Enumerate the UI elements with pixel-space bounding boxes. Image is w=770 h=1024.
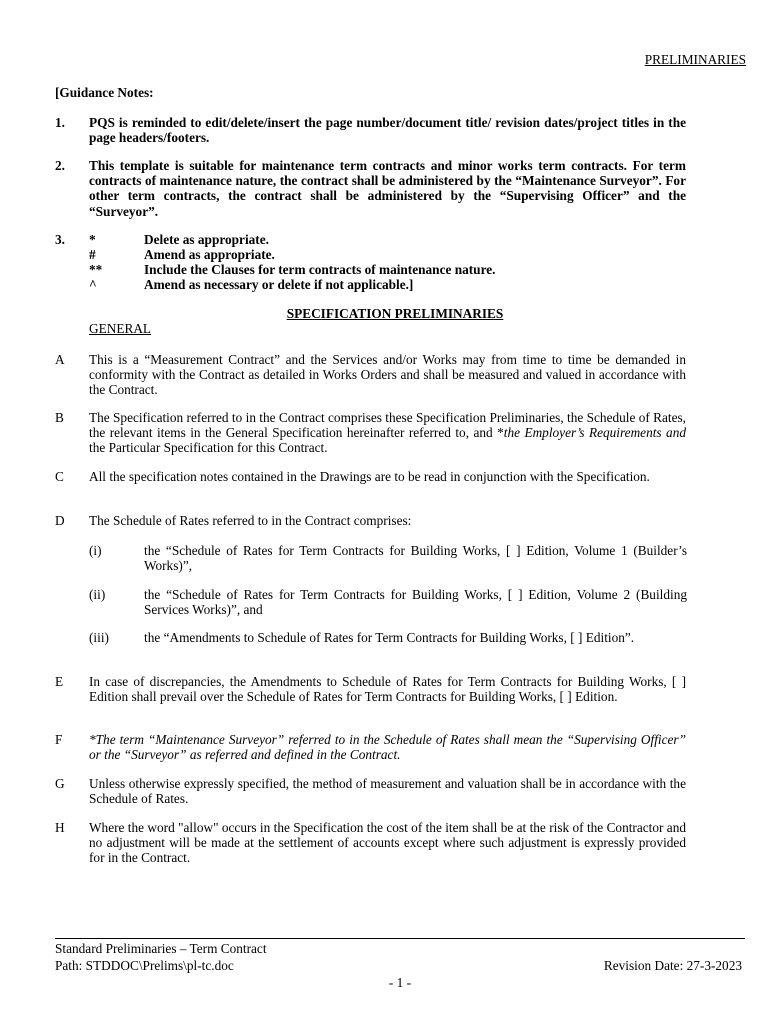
symbol-key: ^	[89, 277, 97, 292]
clause-letter: F	[55, 732, 63, 747]
footer-divider	[55, 938, 745, 939]
list-item-number: (iii)	[89, 630, 109, 645]
clause-letter: E	[55, 674, 64, 689]
symbol-meaning: Delete as appropriate.	[144, 232, 269, 247]
section-title: SPECIFICATION PRELIMINARIES	[286, 306, 504, 321]
page-header-title: PRELIMINARIES	[644, 52, 746, 67]
clause-text: Unless otherwise expressly specified, the method of measurement and valuation shall be in accordance with the Schedule of Rates.	[89, 776, 686, 807]
guidance-note-number: 1.	[55, 115, 65, 130]
list-item-number: (ii)	[89, 587, 106, 602]
guidance-note-number: 2.	[55, 158, 65, 173]
symbol-meaning: Include the Clauses for term contracts of maintenance nature.	[144, 262, 496, 277]
guidance-title: [Guidance Notes:	[55, 85, 154, 100]
clause-letter: A	[55, 352, 65, 367]
clause-letter: C	[55, 469, 64, 484]
clause-text-italic: the Employer’s Requirements and	[503, 425, 686, 441]
guidance-note-text: This template is suitable for maintenance term contracts and minor works term contracts. For term contracts of maintenance nature, the contract shall be administered by the “Maintenance Surveyor”. For other term contracts, the contract shall be administered by the “Supervising Officer” and the “Surveyor”.	[89, 158, 686, 219]
footer-revision-date: Revision Date: 27-3-2023	[603, 958, 742, 973]
clause-text: The Schedule of Rates referred to in the Contract comprises:	[89, 513, 412, 528]
list-item-number: (i)	[89, 543, 102, 558]
footer-path: Path: STDDOC\Prelims\pl-tc.doc	[55, 958, 234, 973]
symbol-meaning: Amend as necessary or delete if not applicable.]	[144, 277, 414, 292]
symbol-key: #	[89, 247, 96, 262]
list-item-text: the “Amendments to Schedule of Rates for Term Contracts for Building Works, [ ] Edition”.	[144, 630, 635, 645]
page-number: - 1 -	[388, 975, 412, 990]
symbol-meaning: Amend as appropriate.	[144, 247, 275, 262]
clause-text-part: the Particular Specification for this Contract.	[89, 440, 328, 456]
clause-letter: H	[55, 820, 65, 835]
symbol-key: *	[89, 232, 96, 247]
clause-letter: B	[55, 410, 64, 425]
clause-text-part: The Specification referred to in the Contract comprises these Specification Preliminaries, the Schedule of Rates, the relevant items in the General Specification hereinafter referred to, and *	[89, 410, 686, 441]
list-item-text: the “Schedule of Rates for Term Contracts for Building Works, [ ] Edition, Volume 1 (Builder’s Works)”,	[144, 543, 687, 574]
clause-text: In case of discrepancies, the Amendments to Schedule of Rates for Term Contracts for Building Works, [ ] Edition shall prevail over the Schedule of Rates for Term Contracts for Building Works, [ ] Edition.	[89, 674, 686, 705]
clause-text: Where the word "allow" occurs in the Specification the cost of the item shall be at the risk of the Contractor and no adjustment will be made at the settlement of accounts except where such adjustment is expressly provided for in the Contract.	[89, 820, 686, 866]
clause-text: This is a “Measurement Contract” and the Services and/or Works may from time to time be demanded in conformity with the Contract as detailed in Works Orders and shall be measured and valued in accordance with the Contract.	[89, 352, 686, 398]
symbol-key: **	[89, 262, 103, 277]
clause-letter: D	[55, 513, 65, 528]
list-item-text: the “Schedule of Rates for Term Contracts for Building Works, [ ] Edition, Volume 2 (Building Services Works)”, and	[144, 587, 687, 618]
clause-letter: G	[55, 776, 65, 791]
clause-text: All the specification notes contained in the Drawings are to be read in conjunction with the Specification.	[89, 469, 650, 484]
clause-text	[89, 410, 686, 456]
guidance-note-number: 3.	[55, 232, 65, 247]
clause-text: *The term “Maintenance Surveyor” referred to in the Schedule of Rates shall mean the “Supervising Officer” or the “Surveyor” as referred and defined in the Contract.	[89, 732, 686, 763]
guidance-note-text: PQS is reminded to edit/delete/insert the page number/document title/ revision dates/project titles in the page headers/footers.	[89, 115, 686, 146]
footer-doc-title: Standard Preliminaries – Term Contract	[55, 941, 267, 956]
section-subtitle: GENERAL	[89, 321, 152, 336]
